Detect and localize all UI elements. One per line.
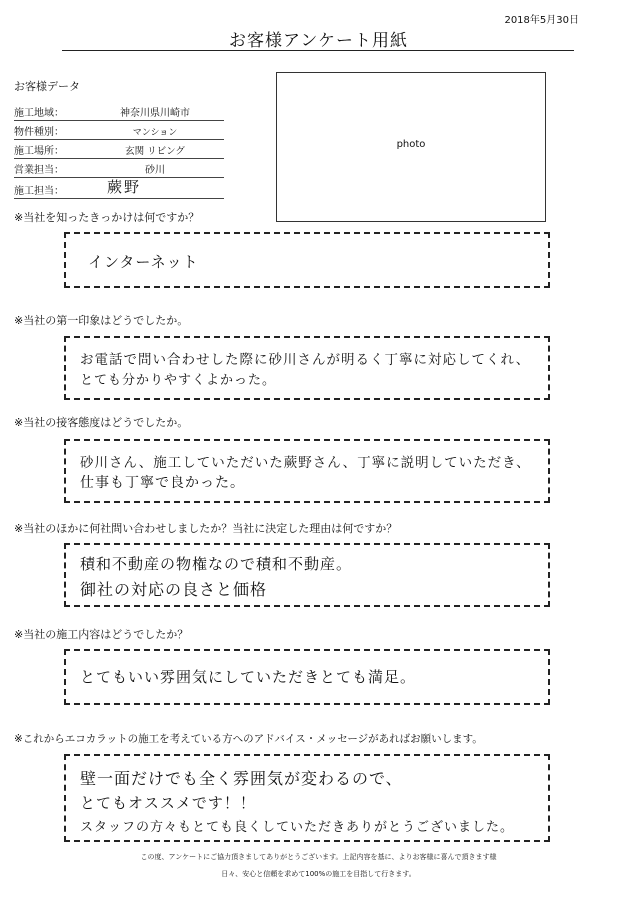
title-underline [62,50,574,51]
question-3: ※当社の接客態度はどうでしたか。 [14,416,189,429]
field-row-location [14,141,224,159]
answer-4-line-2: 御社の対応の良さと価格 [80,580,268,599]
question-5: ※当社の施工内容はどうでしたか？ [14,628,189,641]
answer-box-2 [64,336,550,400]
question-6: ※これからエコカラットの施工を考えている方へのアドバイス・メッセージがあればお願いします。 [14,733,483,745]
question-1: ※当社を知ったきっかけは何ですか？ [14,211,200,224]
field-label-location: 施工場所： [14,146,64,157]
answer-6-line-3: スタッフの方々もとても良くしていただきありがとうございました。 [80,820,515,835]
answer-box-3 [64,439,550,503]
field-value-property-type: マンション [132,128,178,138]
answer-box-4 [64,543,550,607]
page-title: お客様アンケート用紙 [229,31,408,51]
footer-line-1: この度、アンケートにご協力頂きましてありがとうございます。上記内容を基に、よりお客様に喜んで頂きます様 [140,853,497,861]
answer-box-5 [64,649,550,705]
field-row-construction-staff [14,179,224,199]
field-label-construction-staff: 施工担当： [14,186,64,197]
photo-placeholder [276,72,546,222]
footer-line-2: 日々、安心と信頼を求めて100%の施工を目指して行きます。 [221,870,416,878]
field-row-area [14,103,224,121]
answer-2-line-2: とても分かりやすくよかった。 [80,373,277,388]
customer-data-heading: お客様データ [14,80,80,93]
photo-label: photo [396,139,426,150]
answer-box-6 [64,754,550,842]
answer-4-line-1: 積和不動産の物権なので積和不動産。 [80,555,353,573]
answer-1-line-1: インターネット [88,253,199,271]
field-label-sales-staff: 営業担当： [14,165,64,176]
field-value-construction-staff: 蕨野 [106,178,141,196]
field-value-area: 神奈川県川崎市 [120,108,190,119]
field-label-area: 施工地域： [14,108,64,119]
field-value-sales-staff: 砂川 [145,165,165,176]
answer-6-line-2: とてもオススメです！！ [80,794,256,812]
answer-2-line-1: お電話で問い合わせした際に砂川さんが明るく丁寧に対応してくれ、 [80,352,531,368]
survey-date: 2018年5月30日 [504,15,579,26]
answer-box-1 [64,232,550,288]
field-label-property-type: 物件種別： [14,127,64,138]
field-row-property-type [14,122,224,140]
answer-3-line-1: 砂川さん、施工していただいた蕨野さん、丁寧に説明していただき、 [80,455,531,471]
question-4: ※当社のほかに何社問い合わせしましたか？当社に決定した理由は何ですか？ [14,522,398,535]
answer-5-line-1: とてもいい雰囲気にしていただきとても満足。 [80,668,417,686]
answer-3-line-2: 仕事も丁寧で良かった。 [80,475,245,491]
field-value-location: 玄関 リビング [125,146,185,157]
question-2: ※当社の第一印象はどうでしたか。 [14,314,189,327]
answer-6-line-1: 壁一面だけでも全く雰囲気が変わるので、 [80,769,403,788]
